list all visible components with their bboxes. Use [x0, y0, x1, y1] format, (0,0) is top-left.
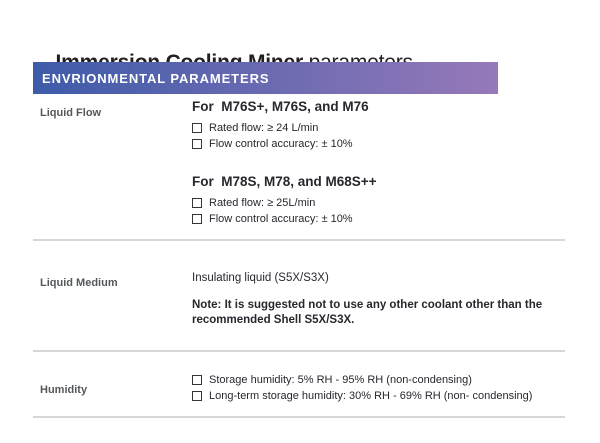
liquid-medium-content	[192, 272, 329, 284]
checkbox-item	[192, 211, 377, 227]
humidity-content	[192, 372, 532, 404]
checkbox-icon	[192, 139, 202, 149]
checkbox-item-label: Long-term storage humidity: 30% RH - 69% RH (non- condensing)	[209, 390, 533, 402]
checkbox-icon	[192, 391, 202, 401]
checkbox-icon	[192, 375, 202, 385]
section-header-banner	[33, 62, 498, 94]
checkbox-icon	[192, 214, 202, 224]
section-divider	[33, 416, 565, 418]
checkbox-list	[192, 120, 369, 152]
row-label-liquid-flow: Liquid Flow	[40, 107, 102, 119]
section-header-label: ENVRIONMENTAL PARAMETERS	[42, 70, 270, 86]
checkbox-item-label: Rated flow: ≥ 24 L/min	[209, 122, 319, 134]
liquid-medium-note: Note: It is suggested not to use any other coolant other than the recommended Shell S5X/S3X.	[192, 299, 543, 326]
section-divider	[33, 350, 565, 352]
checkbox-item	[192, 120, 369, 136]
checkbox-icon	[192, 123, 202, 133]
checkbox-item-label: Rated flow: ≥ 25L/min	[209, 197, 316, 209]
checkbox-item	[192, 195, 377, 211]
row-label-humidity: Humidity	[40, 384, 88, 396]
checkbox-item-label: Flow control accuracy: ± 10%	[209, 213, 353, 225]
checkbox-item-label: Storage humidity: 5% RH - 95% RH (non-condensing)	[209, 374, 472, 386]
liquid-flow-group-m78	[192, 174, 377, 227]
group-heading-m78: For M78S, M78, and M68S++	[192, 174, 377, 189]
liquid-flow-group-m76	[192, 99, 369, 152]
row-label-liquid-medium: Liquid Medium	[40, 277, 118, 289]
section-divider	[33, 239, 565, 241]
group-heading-m76: For M76S+, M76S, and M76	[192, 99, 369, 114]
checkbox-item-label: Flow control accuracy: ± 10%	[209, 138, 353, 150]
liquid-medium-note-block	[192, 298, 570, 328]
checkbox-item	[192, 136, 369, 152]
checkbox-icon	[192, 198, 202, 208]
checkbox-item	[192, 388, 532, 404]
checkbox-list	[192, 195, 377, 227]
checkbox-item	[192, 372, 532, 388]
checkbox-list	[192, 372, 532, 404]
liquid-medium-value: Insulating liquid (S5X/S3X)	[192, 272, 329, 284]
